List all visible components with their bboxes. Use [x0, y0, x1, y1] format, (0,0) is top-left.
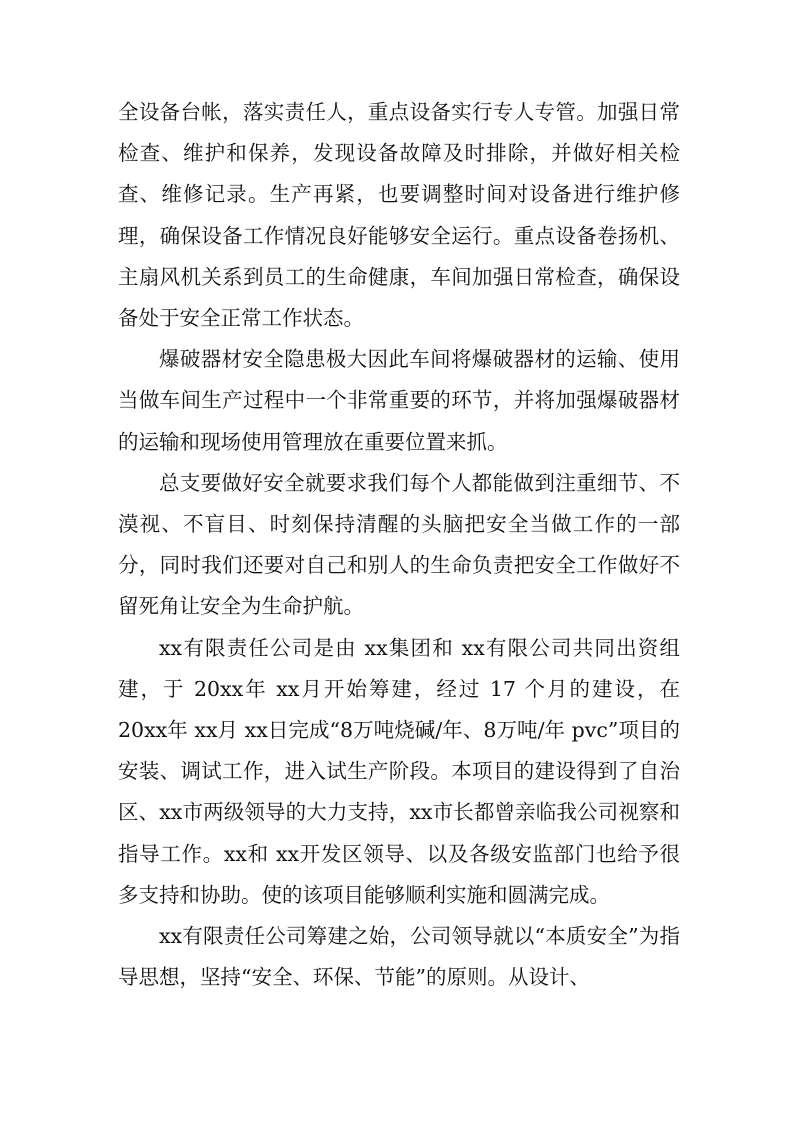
paragraph-safety-summary: 总支要做好安全就要求我们每个人都能做到注重细节、不漠视、不盲目、时刻保持清醒的头脑把安全当做工作的一部分，同时我们还要对自己和别人的生命负责把安全工作做好不留死角让安全为生命护航。: [118, 470, 680, 619]
paragraph-company-intro: xx有限责任公司是由 xx集团和 xx有限公司共同出资组建，于 20xx年 xx月开始筹建，经过 17 个月的建设，在 20xx年 xx月 xx日完成“8万吨烧碱/年、8万吨/年 pvc”项目的安装、调试工作，进入试生产阶段。本项目的建设得到了自治区、xx市两级领导的大力支持，xx市长都曾亲临我公司视察和指导工作。xx和 xx开发区领导、以及各级安监部门也给予很多支持和协助。使的该项目能够顺利实施和圆满完成。: [118, 635, 687, 907]
paragraph-blasting-materials: 爆破器材安全隐患极大因此车间将爆破器材的运输、使用当做车间生产过程中一个非常重要的环节，并将加强爆破器材的运输和现场使用管理放在重要位置来抓。: [118, 347, 680, 454]
document-body: [118, 92, 687, 998]
paragraph-equipment-maintenance: 全设备台帐，落实责任人，重点设备实行专人专管。加强日常检查、维护和保养，发现设备故障及时排除，并做好相关检查、维修记录。生产再紧，也要调整时间对设备进行维护修理，确保设备工作情况良好能够安全运行。重点设备卷扬机、主扇风机关系到员工的生命健康，车间加强日常检查，确保设备处于安全正常工作状态。: [118, 100, 680, 331]
paragraph-company-principles: xx有限责任公司筹建之始，公司领导就以“本质安全”为指导思想，坚持“安全、环保、节能”的原则。从设计、: [118, 924, 680, 990]
